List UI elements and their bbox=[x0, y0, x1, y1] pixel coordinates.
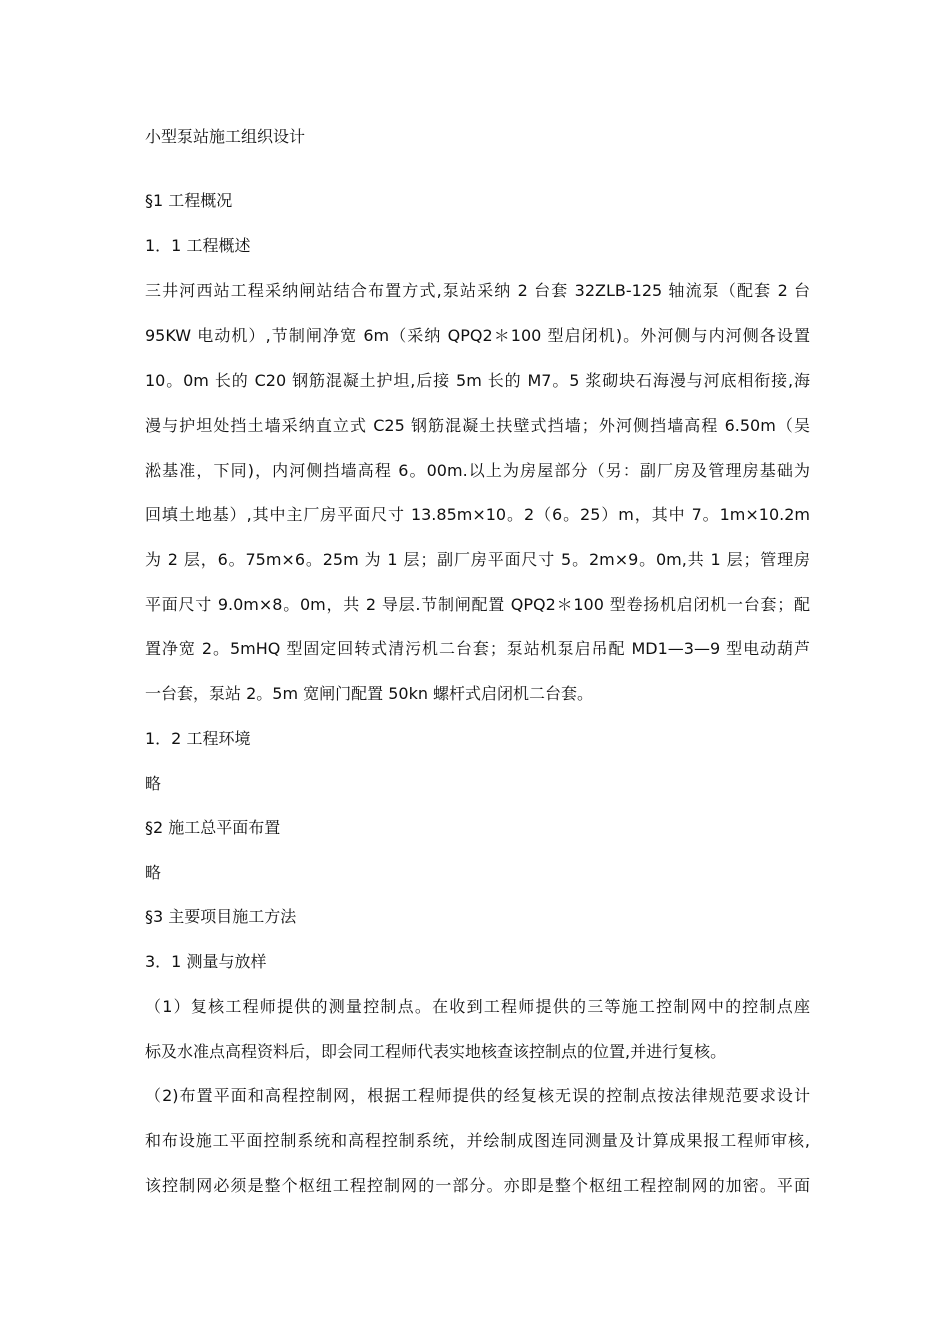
paragraph-line: 标及水准点高程资料后，即会同工程师代表实地核查该控制点的位置,并进行复核。 bbox=[145, 1042, 727, 1061]
paragraph-line: （1）复核工程师提供的测量控制点。在收到工程师提供的三等施工控制网中的控制点座 bbox=[145, 997, 810, 1016]
subsection-1-1-heading: 1．1 工程概述 bbox=[145, 236, 251, 255]
paragraph-line: 三井河西站工程采纳闸站结合布置方式,泵站采纳 2 台套 32ZLB-125 轴流泵（配套 2 台 bbox=[145, 281, 810, 300]
paragraph-line: 为 2 层，6。75m×6。25m 为 1 层；副厂房平面尺寸 5。2m×9。0m,共 1 层；管理房 bbox=[145, 550, 810, 569]
paragraph-line: 和布设施工平面控制系统和高程控制系统，并绘制成图连同测量及计算成果报工程师审核, bbox=[145, 1131, 810, 1150]
document-title: 小型泵站施工组织设计 bbox=[145, 127, 306, 146]
subsection-1-2-body: 略 bbox=[145, 774, 162, 793]
section-2-body: 略 bbox=[145, 863, 162, 882]
subsection-1-2-heading: 1．2 工程环境 bbox=[145, 729, 251, 748]
paragraph-line: 回填土地基）,其中主厂房平面尺寸 13.85m×10。2（6。25）m，其中 7。1m×10.2m bbox=[145, 505, 810, 524]
paragraph-line: 95KW 电动机）,节制闸净宽 6m（采纳 QPQ2＊100 型启闭机)。外河侧与内河侧各设置 bbox=[145, 326, 810, 345]
paragraph-line: （2)布置平面和高程控制网，根据工程师提供的经复核无误的控制点按法律规范要求设计 bbox=[145, 1086, 810, 1105]
paragraph-line: 一台套，泵站 2。5m 宽闸门配置 50kn 螺杆式启闭机二台套。 bbox=[145, 684, 594, 703]
paragraph-line: 该控制网必须是整个枢纽工程控制网的一部分。亦即是整个枢纽工程控制网的加密。平面 bbox=[145, 1176, 810, 1195]
paragraph-line: 漫与护坦处挡土墙采纳直立式 C25 钢筋混凝土扶壁式挡墙；外河侧挡墙高程 6.50m（吴 bbox=[145, 416, 810, 435]
section-1-heading: §1 工程概况 bbox=[145, 191, 233, 210]
section-3-heading: §3 主要项目施工方法 bbox=[145, 907, 297, 926]
paragraph-line: 置净宽 2。5mHQ 型固定回转式清污机二台套；泵站机泵启吊配 MD1—3—9 型电动葫芦 bbox=[145, 639, 810, 658]
paragraph-line: 淞基准，下同)，内河侧挡墙高程 6。00m.以上为房屋部分（另：副厂房及管理房基础为 bbox=[145, 461, 810, 480]
paragraph-line: 平面尺寸 9.0m×8。0m，共 2 导层.节制闸配置 QPQ2＊100 型卷扬机启闭机一台套；配 bbox=[145, 595, 810, 614]
paragraph-line: 10。0m 长的 C20 钢筋混凝土护坦,后接 5m 长的 M7。5 浆砌块石海漫与河底相衔接,海 bbox=[145, 371, 810, 390]
section-2-heading: §2 施工总平面布置 bbox=[145, 818, 281, 837]
subsection-3-1-heading: 3．1 测量与放样 bbox=[145, 952, 267, 971]
